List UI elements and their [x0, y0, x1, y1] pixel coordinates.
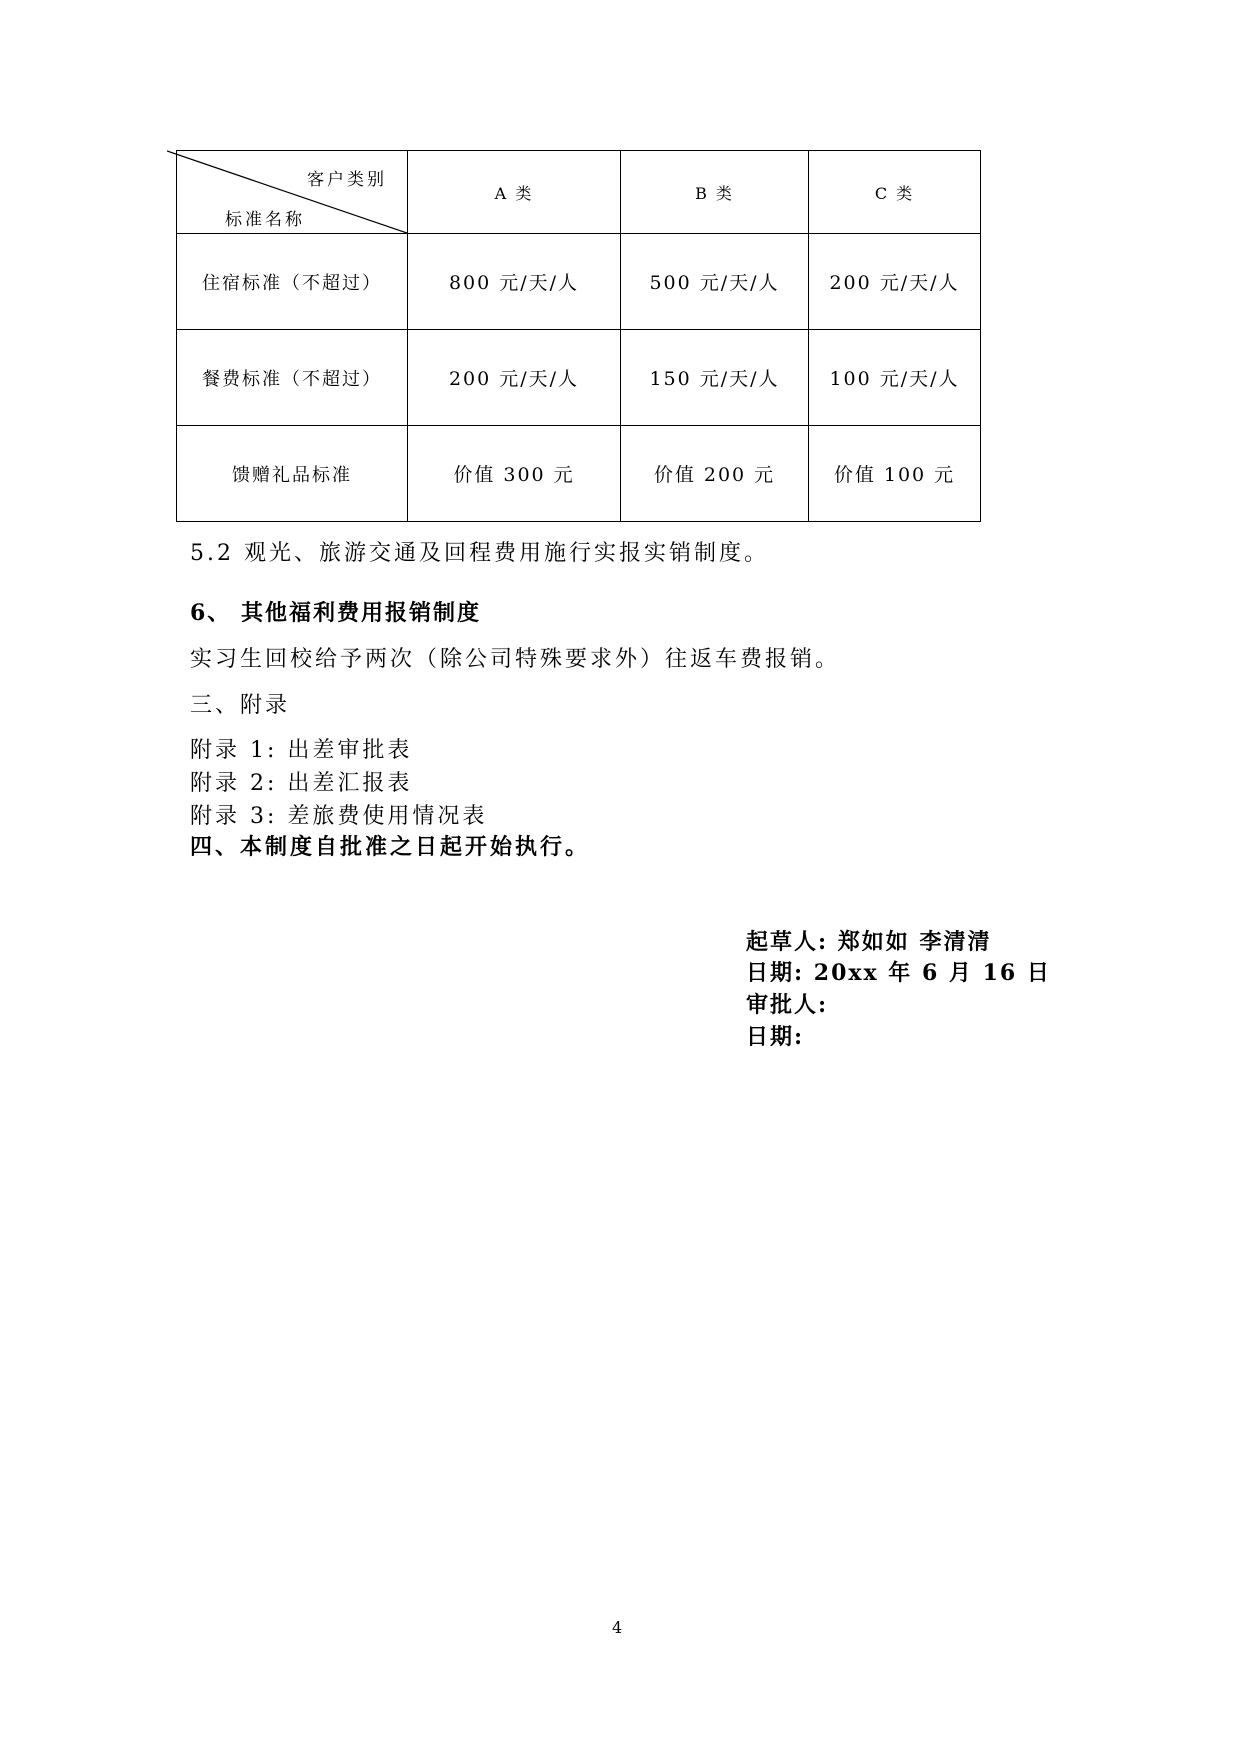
paragraph-intern-travel: 实习生回校给予两次（除公司特殊要求外）往返车费报销。 — [190, 647, 841, 672]
section-3-title: 三、附录 — [190, 693, 291, 718]
corner-bottom-label: 标准名称 — [225, 210, 305, 230]
table-cell: 200 元/天/人 — [408, 330, 621, 426]
table-cell: 200 元/天/人 — [809, 234, 981, 330]
heading-section-6: 6、 其他福利费用报销制度 — [190, 600, 481, 626]
signature-date-1: 日期: 20xx 年 6 月 16 日 — [746, 960, 1051, 986]
table-row — [177, 330, 981, 426]
col-header-a: A 类 — [408, 151, 621, 234]
col-header-b: B 类 — [621, 151, 809, 234]
corner-top-label: 客户类别 — [307, 170, 387, 190]
table-row — [177, 234, 981, 330]
appendix-item: 附录 3: 差旅费使用情况表 — [190, 804, 488, 829]
paragraph-5-2: 5.2 观光、旅游交通及回程费用施行实报实销制度。 — [190, 541, 769, 566]
standards-table — [176, 150, 981, 522]
row-label-lodging: 住宿标准（不超过） — [177, 234, 408, 330]
table-cell: 150 元/天/人 — [621, 330, 809, 426]
signature-approver: 审批人: — [746, 992, 829, 1018]
table-cell: 价值 100 元 — [809, 426, 981, 522]
diagonal-header-cell — [177, 151, 408, 234]
appendix-item: 附录 2: 出差汇报表 — [190, 771, 413, 796]
table-row — [177, 426, 981, 522]
table-cell: 500 元/天/人 — [621, 234, 809, 330]
table-cell: 价值 200 元 — [621, 426, 809, 522]
table-header-row — [177, 151, 981, 234]
signature-drafter: 起草人: 郑如如 李清清 — [746, 929, 992, 955]
table-cell: 价值 300 元 — [408, 426, 621, 522]
row-label-meals: 餐费标准（不超过） — [177, 330, 408, 426]
row-label-gifts: 馈赠礼品标准 — [177, 426, 408, 522]
section-4-title: 四、本制度自批准之日起开始执行。 — [190, 834, 591, 860]
table-cell: 800 元/天/人 — [408, 234, 621, 330]
signature-date-2: 日期: — [746, 1024, 805, 1050]
appendix-item: 附录 1: 出差审批表 — [190, 738, 413, 763]
table-cell: 100 元/天/人 — [809, 330, 981, 426]
col-header-c: C 类 — [809, 151, 981, 234]
page-number: 4 — [612, 1618, 623, 1637]
